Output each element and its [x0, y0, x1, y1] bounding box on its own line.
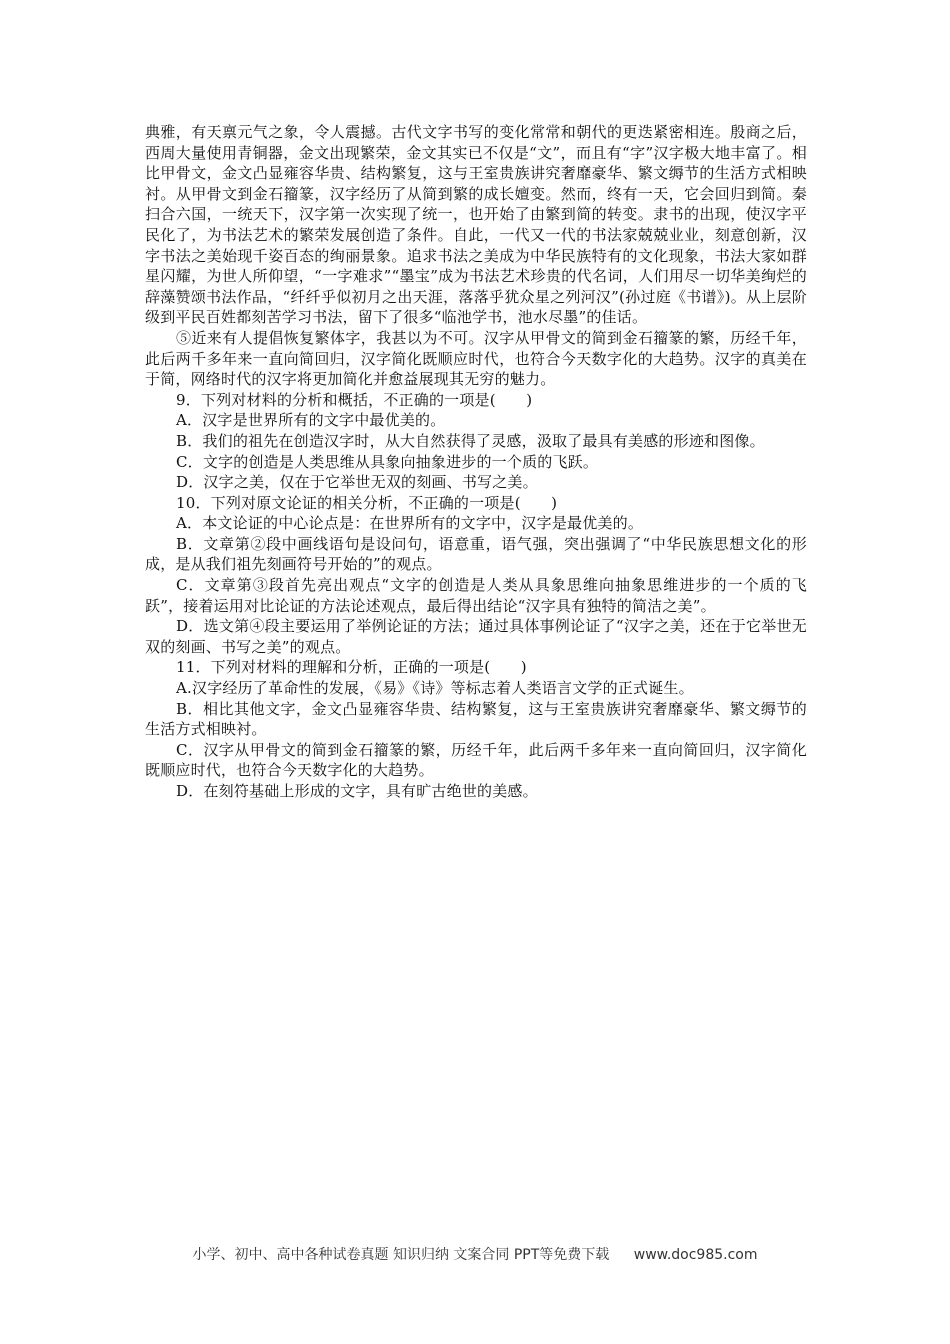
question-9-option-a: A．汉字是世界所有的文字中最优美的。	[176, 411, 446, 430]
question-9-option-b: B．我们的祖先在创造汉字时，从大自然获得了灵感，汲取了最具有美感的形迹和图像。	[176, 431, 765, 450]
question-11-option-b: B．相比其他文字，金文凸显雍容华贵、结构繁复，这与王室贵族讲究奢靡豪华、繁文缛节的生活方式相映衬。	[145, 699, 807, 739]
question-11-option-c: C．汉字从甲骨文的简到金石籀篆的繁，历经千年，此后两千多年来一直向简回归，汉字简化既顺应时代，也符合今天数字化的大趋势。	[145, 740, 807, 780]
question-11-option-a: A.汉字经历了革命性的发展，《易》《诗》等标志着人类语言文学的正式诞生。	[176, 679, 694, 698]
footer-text: 小学、初中、高中各种试卷真题 知识归纳 文案合同 PPT等免费下载	[192, 1247, 610, 1263]
question-11-option-d: D．在刻符基础上形成的文字，具有旷古绝世的美感。	[176, 782, 538, 800]
question-9-stem: 9．下列对材料的分析和概括，不正确的一项是( )	[176, 390, 533, 409]
question-9-option-c: C．文字的创造是人类思维从具象向抽象进步的一个质的飞跃。	[176, 452, 599, 471]
question-10-stem: 10．下列对原文论证的相关分析，不正确的一项是( )	[176, 493, 558, 512]
question-10-option-d: D．选文第④段主要运用了举例论证的方法；通过具体事例论证了“汉字之美，还在于它举世无双的刻画、书写之美”的观点。	[145, 617, 807, 656]
question-11-stem: 11．下列对材料的理解和分析，正确的一项是( )	[176, 658, 527, 677]
article-paragraph-continued: 典雅，有天禀元气之象，令人震撼。古代文字书写的变化常常和朝代的更迭紧密相连。殷商之后，西周大量使用青铜器，金文出现繁荣，金文其实已不仅是“文”，而且有“字”汉字极大地丰富了。相比甲骨文，金文凸显雍容华贵、结构繁复，这与王室贵族讲究奢靡豪华、繁文缛节的生活方式相映衬。从甲骨文到金石籀篆，汉字经历了从简到繁的成长嬗变。然而，终有一天，它会回归到简。秦扫合六国，一统天下，汉字第一次实现了统一，也开始了由繁到简的转变。隶书的出现，使汉字平民化了，为书法艺术的繁荣发展创造了条件。自此，一代又一代的书法家兢兢业业，刻意创新，汉字书法之美始现千姿百态的绚丽景象。追求书法之美成为中华民族特有的文化现象，书法大家如群星闪耀，为世人所仰望，“一字难求”“墨宝”成为书法艺术珍贵的代名词，人们用尽一切华美绚烂的辞藻赞颂书法作品，“纤纤乎似初月之出天涯，落落乎犹众星之列河汉”(孙过庭《书谱》)。从上层阶级到平民百姓都刻苦学习书法，留下了很多“临池学书，池水尽墨”的佳话。	[145, 123, 807, 327]
question-10-option-b: B．文章第②段中画线语句是设问句，语意重，语气强，突出强调了“中华民族思想文化的形成，是从我们祖先刻画符号开始的”的观点。	[145, 534, 807, 574]
question-10-option-a: A．本文论证的中心论点是：在世界所有的文字中，汉字是最优美的。	[176, 514, 644, 533]
document-body	[145, 122, 807, 802]
article-paragraph-5: ⑤近来有人提倡恢复繁体字，我甚以为不可。汉字从甲骨文的简到金石籀篆的繁，历经千年，此后两千多年来一直向简回归，汉字简化既顺应时代，也符合今天数字化的大趋势。汉字的真美在于简，网络时代的汉字将更加简化并愈益展现其无穷的魅力。	[145, 328, 807, 389]
question-10-option-c: C．文章第③段首先亮出观点“文字的创造是人类从具象思维向抽象思维进步的一个质的飞跃”，接着运用对比论证的方法论述观点，最后得出结论“汉字具有独特的简洁之美”。	[145, 576, 807, 615]
footer-site-link[interactable]: www.doc985.com	[633, 1247, 758, 1263]
question-9-option-d: D．汉字之美，仅在于它举世无双的刻画、书写之美。	[176, 473, 538, 492]
page-footer	[0, 1244, 950, 1264]
